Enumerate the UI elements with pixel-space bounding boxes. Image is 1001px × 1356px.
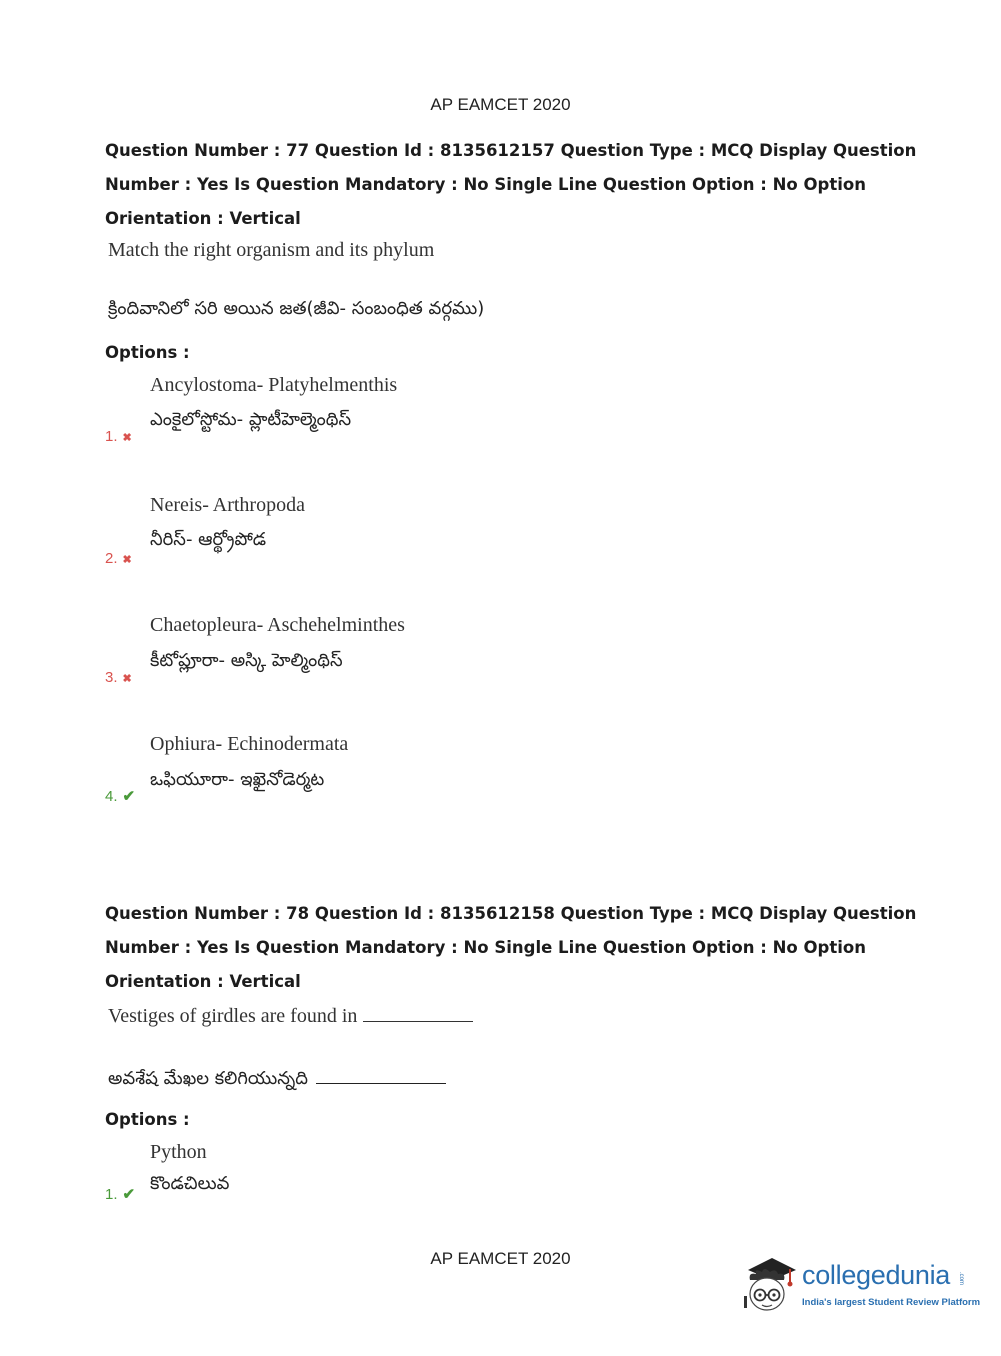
option-1-en: Python [150,1141,207,1163]
meta-line: Orientation : Vertical [105,972,301,991]
meta-line: Question Number : 78 Question Id : 8135612158 Question Type : MCQ Display Question [105,904,917,923]
meta-line: Number : Yes Is Question Mandatory : No Single Line Question Option : No Option [105,938,866,957]
option-1-number [105,428,132,445]
option-2-te: నీరిస్- ఆర్థ్రోపోడ [150,529,267,550]
mascot-icon [742,1250,800,1316]
meta-line: Orientation : Vertical [105,209,301,228]
question-78-text-te [108,1065,446,1093]
options-label: Options : [105,1110,190,1129]
question-77-text-en: Match the right organism and its phylum [108,239,435,261]
question-78-meta [105,897,917,999]
options-label: Options : [105,343,190,362]
option-3-number [105,669,132,686]
logo-wordmark: collegedunia [802,1260,951,1290]
option-2-number [105,550,132,567]
option-3-te: కీటోప్లూరా- అస్కి హెల్మింథిస్ [150,650,343,671]
cross-icon: ✖ [122,554,132,566]
option-number-text: 1. [105,1186,118,1203]
meta-line: Question Number : 77 Question Id : 8135612157 Question Type : MCQ Display Question [105,141,917,160]
check-icon: ✔ [122,1186,136,1203]
meta-line: Number : Yes Is Question Mandatory : No Single Line Question Option : No Option [105,175,866,194]
option-1-number [105,1185,135,1203]
question-77-text-te: క్రిందివానిలో సరి అయిన జత(జీవి- సంబంధిత వర్గము) [108,298,485,319]
option-number-text: 3. [105,669,118,686]
page-header: AP EAMCET 2020 [430,95,571,114]
option-4-te: ఒఫియూరా- ఇఖైనోడెర్మట [150,769,325,790]
option-3-en: Chaetopleura- Aschehelminthes [150,614,405,636]
option-number-text: 4. [105,788,118,805]
option-number-text: 2. [105,550,118,567]
option-2-en: Nereis- Arthropoda [150,494,305,516]
check-icon: ✔ [122,788,136,805]
cross-icon: ✖ [122,673,132,685]
page-footer: AP EAMCET 2020 [430,1249,571,1268]
option-1-en: Ancylostoma- Platyhelmenthis [150,374,398,396]
option-4-number [105,787,135,805]
cross-icon: ✖ [122,432,132,444]
question-78-text-te-label: అవశేష మేఖల కలిగియున్నది [108,1068,308,1089]
logo-suffix: .com [958,1272,964,1286]
option-4-en: Ophiura- Echinodermata [150,733,349,755]
option-1-te: కొండచిలువ [150,1173,230,1194]
question-77-meta [105,134,917,236]
option-1-te: ఎంకైలోస్టోమ- ప్లాటీహెల్మెంథిస్ [150,409,352,430]
question-78-text-en [108,1003,473,1028]
option-number-text: 1. [105,428,118,445]
answer-blank [316,1065,446,1084]
question-78-text-en-label: Vestiges of girdles are found in [108,1005,358,1027]
answer-blank [363,1003,473,1022]
collegedunia-logo [742,1250,981,1320]
logo-tagline: India's largest Student Review Platform [802,1297,981,1308]
